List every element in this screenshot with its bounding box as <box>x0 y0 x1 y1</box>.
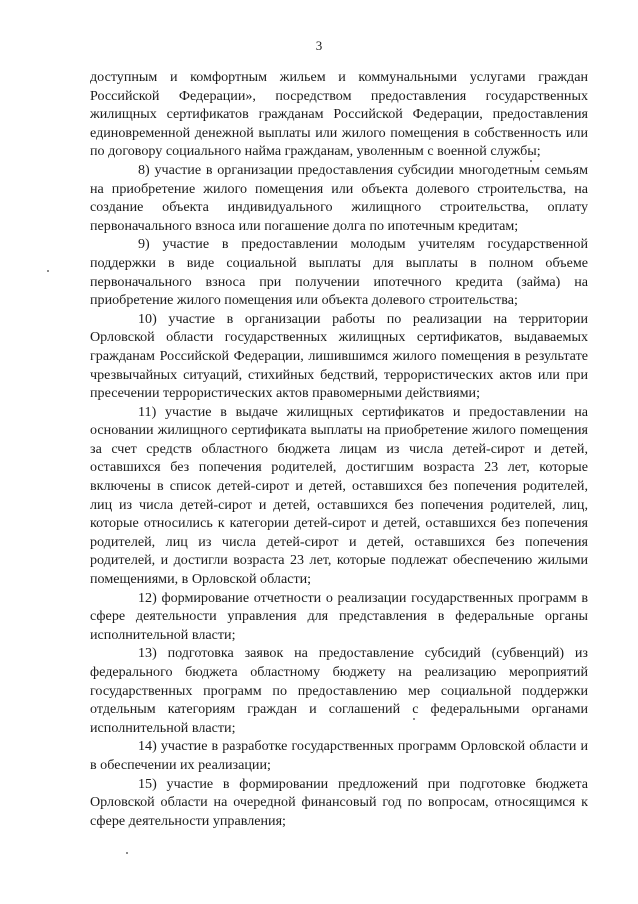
list-item-15: 15) участие в формировании предложений при подготовке бюджета Орловской области на очередной финансовый год по вопросам, относящимся к сфере деятельности управления; <box>90 775 588 829</box>
page-number: 3 <box>315 38 323 53</box>
scan-speck <box>530 160 532 162</box>
scan-speck <box>126 852 128 854</box>
scan-speck <box>413 718 415 720</box>
list-item-10: 10) участие в организации работы по реализации на территории Орловской области государственных жилищных сертификатов, выдаваемых гражданам Российской Федерации, лишившимся жилого помещения в результате чрезвычайных ситуаций, стихийных бедствий, террористических актов или при пресечении террористических актов правомерными действиями; <box>90 310 588 402</box>
scan-speck <box>47 270 49 272</box>
list-item-8: 8) участие в организации предоставления субсидии многодетным семьям на приобретение жилого помещения или объекта долевого строительства, на создание объекта индивидуального жилищного строительства, оплату первоначального взноса или погашение долга по ипотечным кредитам; <box>90 161 588 234</box>
paragraph-continuation: доступным и комфортным жильем и коммунальными услугами граждан Российской Федерации», посредством предоставления государственных жилищных сертификатов гражданам Российской Федерации, предоставления единовременной денежной выплаты или жилого помещения в собственность или по договору социального найма гражданам, уволенным с военной службы; <box>90 69 588 160</box>
list-item-13: 13) подготовка заявок на предоставление субсидий (субвенций) из федерального бюджета областному бюджету на реализацию мероприятий государственных программ по предоставлению мер социальной поддержки отдельным категориям граждан и соглашений с федеральными органами исполнительной власти; <box>90 645 588 736</box>
list-item-9: 9) участие в предоставлении молодым учителям государственной поддержки в виде социальной выплаты для выплаты в полном объеме первоначального взноса при получении ипотечного кредита (займа) на приобретение жилого помещения или объекта долевого строительства; <box>90 236 588 309</box>
list-item-12: 12) формирование отчетности о реализации государственных программ в сфере деятельности управления для представления в федеральные органы исполнительной власти; <box>90 589 588 643</box>
list-item-11: 11) участие в выдаче жилищных сертификатов и предоставлении на основании жилищного сертификата выплаты на приобретение жилого помещения за счет средств областного бюджета лицам из числа детей-сирот и детей, оставшихся без попечения родителей, достигшим возраста 23 лет, которые включены в список детей-сирот и детей, оставшихся без попечения родителей, лиц из числа детей-сирот и детей, оставшихся без попечения родителей, лиц, которые относились к категории детей-сирот и детей, оставшихся без попечения родителей, лиц из числа детей-сирот и детей, оставшихся без попечения родителей, и достигли возраста 23 лет, которые подлежат обеспечению жилыми помещениями, в Орловской области; <box>90 403 588 588</box>
list-item-14: 14) участие в разработке государственных программ Орловской области и в обеспечении их реализации; <box>90 738 588 773</box>
document-body <box>90 68 588 830</box>
